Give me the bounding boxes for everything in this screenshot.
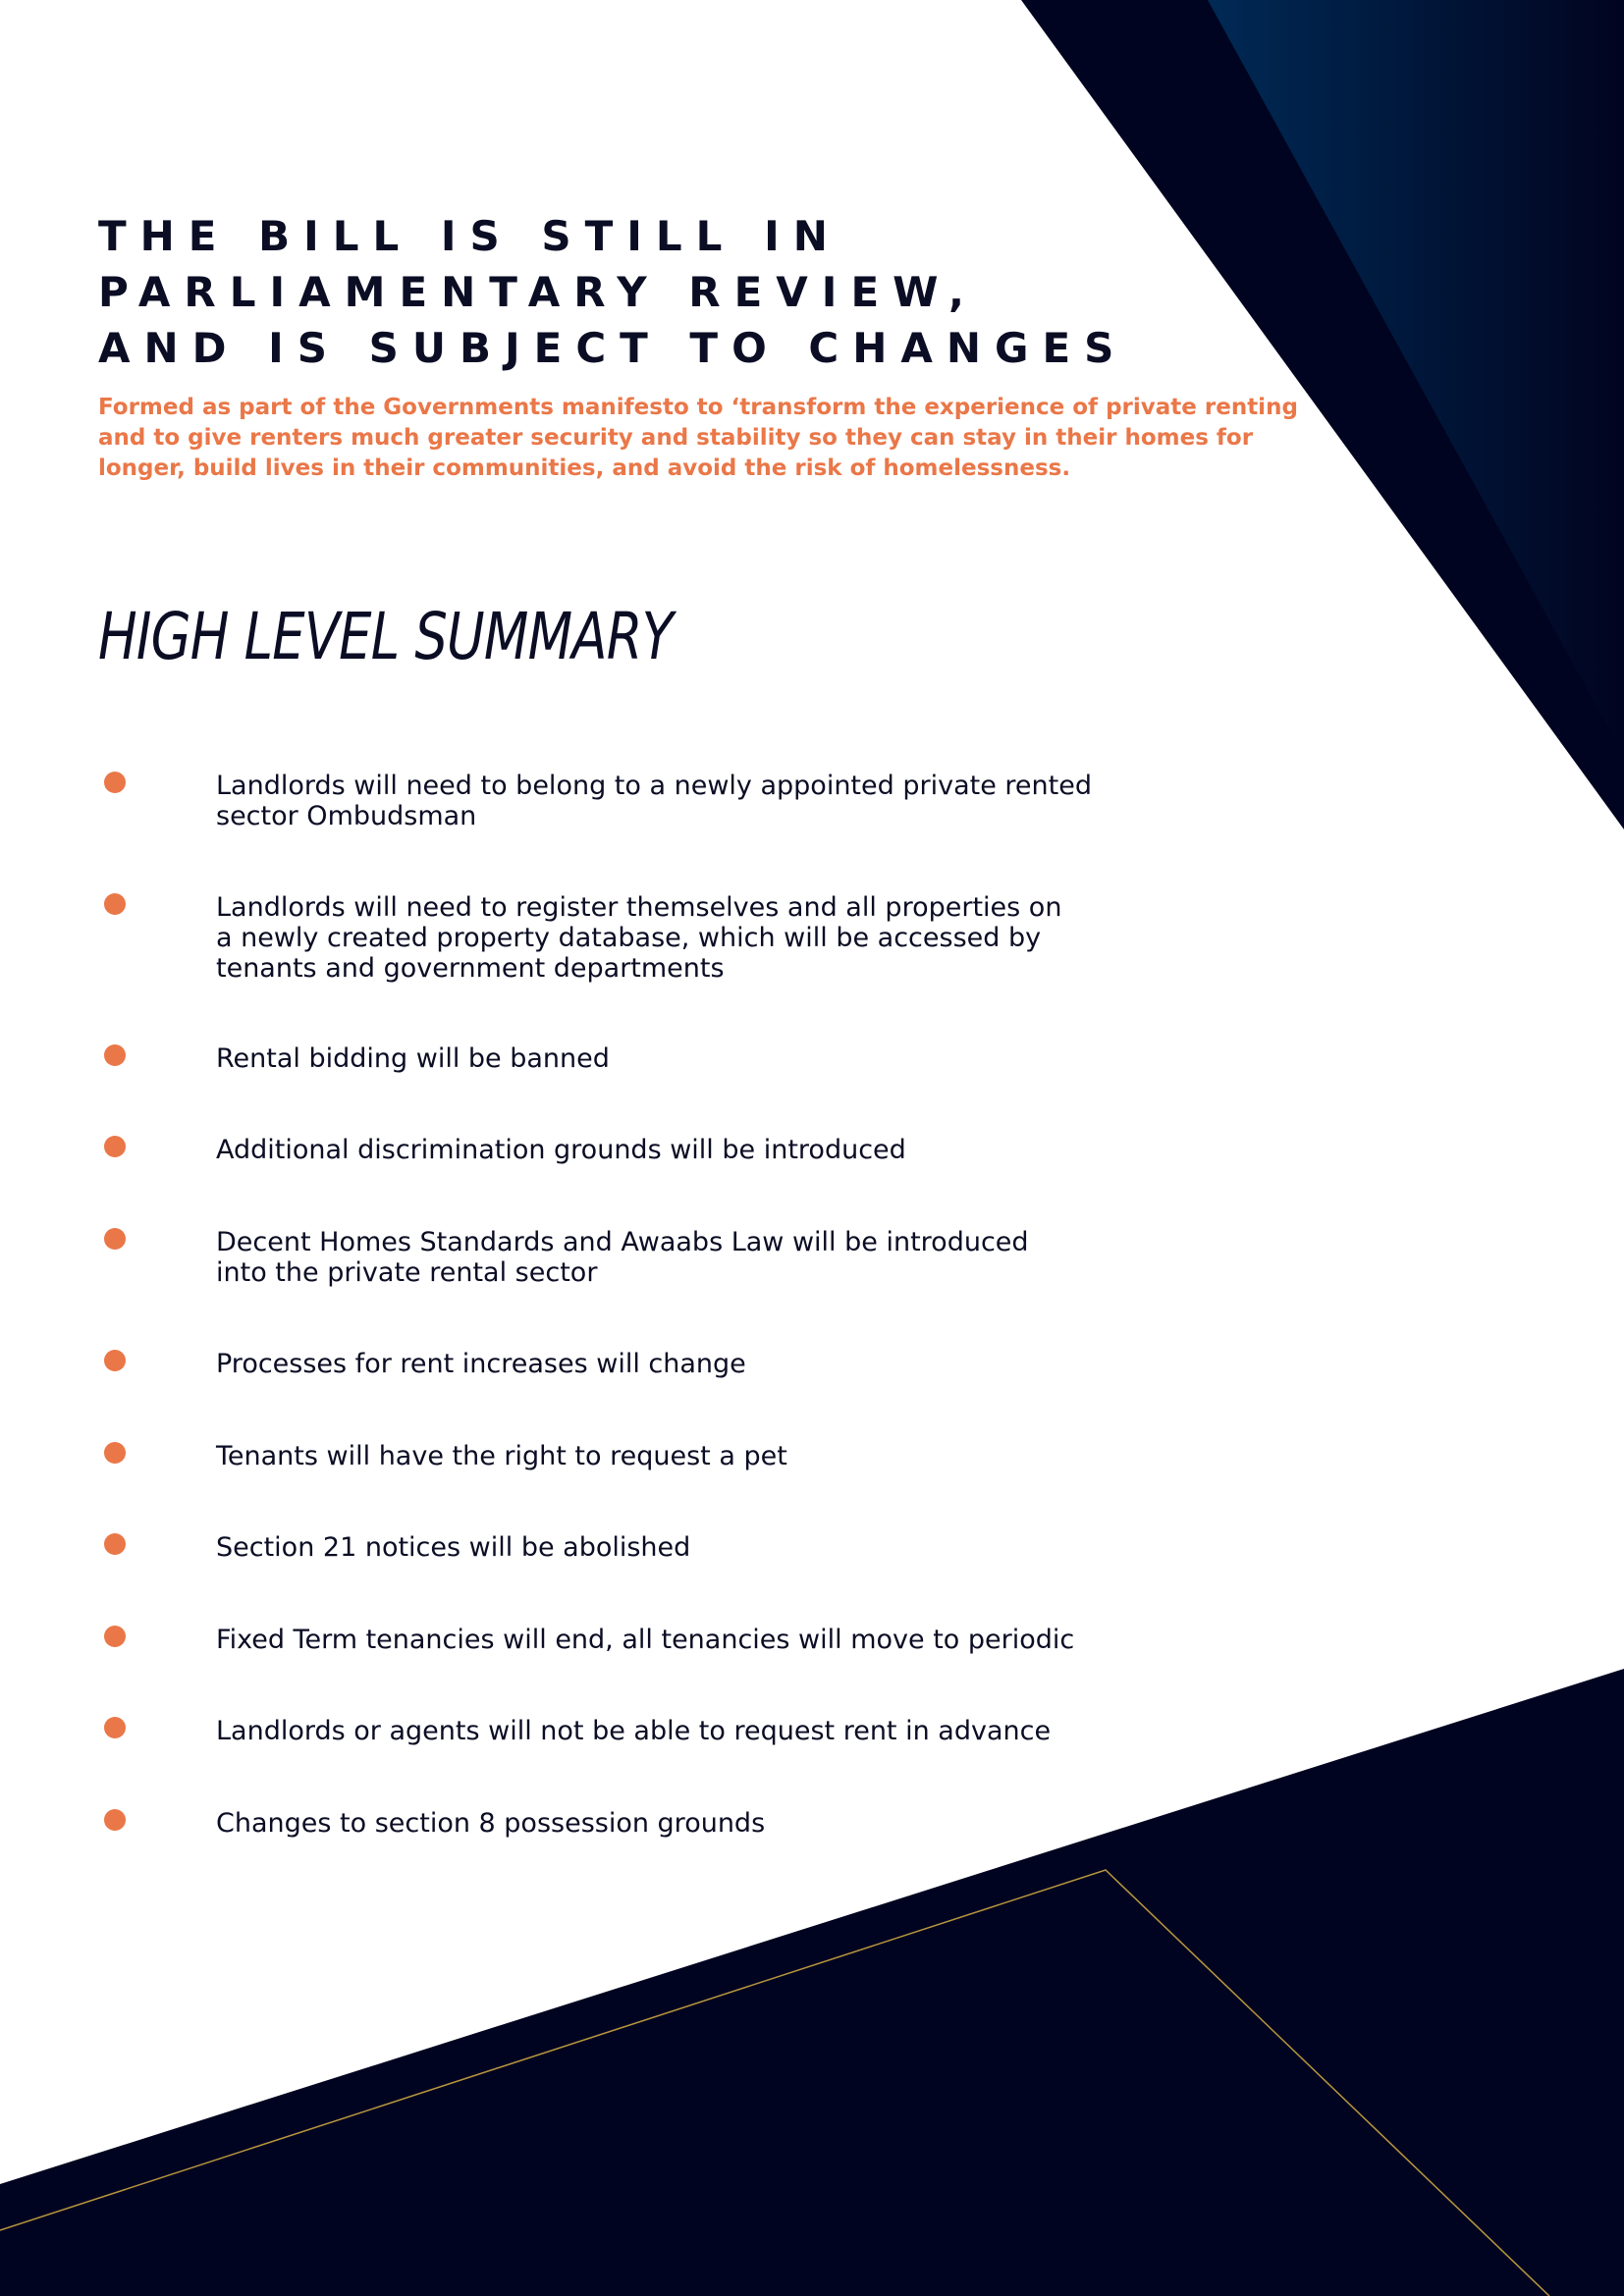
summary-item-text xyxy=(216,1135,1198,1165)
summary-item-line: Tenants will have the right to request a pet xyxy=(216,1441,787,1471)
bullet-dot-icon xyxy=(104,1044,126,1066)
bullet-dot-icon xyxy=(104,893,126,915)
summary-item-text xyxy=(216,1349,1198,1379)
bullet-dot-icon xyxy=(104,1809,126,1831)
summary-item-line: Landlords or agents will not be able to request rent in advance xyxy=(216,1716,1052,1746)
summary-item-text xyxy=(216,771,1198,831)
bullet-dot-icon xyxy=(104,1350,126,1371)
summary-item-line: Landlords will need to register themselves and all properties on xyxy=(216,892,1062,923)
main-heading-line: THE BILL IS STILL IN xyxy=(98,212,841,260)
summary-item-text xyxy=(216,1043,1198,1074)
intro-paragraph: Formed as part of the Governments manifesto to ‘transform the experience of private renting and to give renters much greater security and stability so they can stay in their homes for longer, build lives in their communities, and avoid the risk of homelessness. xyxy=(98,395,1298,481)
main-heading xyxy=(98,208,1276,376)
bullet-dot-icon xyxy=(104,772,126,793)
bullet-dot-icon xyxy=(104,1442,126,1464)
summary-item-line: a newly created property database, which will be accessed by xyxy=(216,923,1042,953)
summary-item-text xyxy=(216,1227,1198,1288)
summary-item-line: Landlords will need to belong to a newly appointed private rented xyxy=(216,771,1092,801)
summary-item-line: Section 21 notices will be abolished xyxy=(216,1532,691,1563)
main-heading-line: AND IS SUBJECT TO CHANGES xyxy=(98,324,1128,372)
summary-item-text xyxy=(216,1441,1198,1471)
summary-item-line: Additional discrimination grounds will be introduced xyxy=(216,1135,906,1165)
summary-item-line: Rental bidding will be banned xyxy=(216,1043,610,1074)
summary-item-text xyxy=(216,1625,1198,1655)
summary-item-line: Changes to section 8 possession grounds xyxy=(216,1808,766,1839)
summary-item-line: tenants and government departments xyxy=(216,953,725,984)
bullet-dot-icon xyxy=(104,1717,126,1738)
summary-item-text xyxy=(216,1808,1198,1839)
summary-item-text xyxy=(216,1532,1198,1563)
summary-item-line: into the private rental sector xyxy=(216,1257,598,1288)
summary-item-line: Processes for rent increases will change xyxy=(216,1349,746,1379)
bullet-dot-icon xyxy=(104,1533,126,1555)
bullet-dot-icon xyxy=(104,1136,126,1157)
summary-item-text xyxy=(216,892,1198,984)
main-heading-line: PARLIAMENTARY REVIEW, xyxy=(98,268,978,316)
bullet-dot-icon xyxy=(104,1228,126,1250)
summary-item-line: sector Ombudsman xyxy=(216,801,477,831)
summary-item-line: Decent Homes Standards and Awaabs Law will be introduced xyxy=(216,1227,1029,1257)
bullet-dot-icon xyxy=(104,1626,126,1647)
summary-title: HIGH LEVEL SUMMARY xyxy=(98,599,674,674)
summary-item-text xyxy=(216,1716,1198,1746)
summary-item-line: Fixed Term tenancies will end, all tenancies will move to periodic xyxy=(216,1625,1075,1655)
